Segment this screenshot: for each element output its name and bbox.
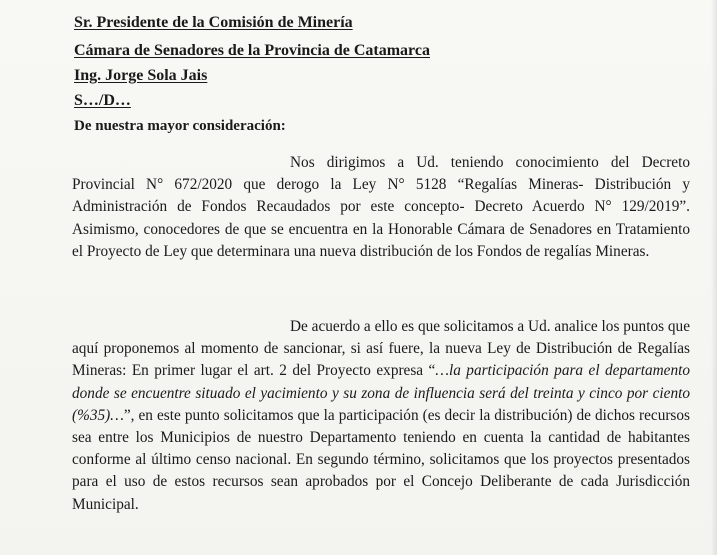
paragraph-1-text: Nos dirigimos a Ud. teniendo conocimiento del Decreto Provincial N° 672/2020 que derogo la Ley N° 5128 “Regalías Mineras- Distribución y Administración de Fondos Recaudados por este concepto- Decreto Acuerdo N° 129/2019”. Asimismo, conocedores de que se encuentra en la Honorable Cámara de Senadores en Tratamiento el Proyecto de Ley que determinara una nueva distribución de los Fondos de regalías Mineras. <box>72 154 690 260</box>
recipient-institution: Cámara de Senadores de la Provincia de Catamarca <box>74 42 430 59</box>
paragraph-2-text: De acuerdo a ello es que solicitamos a Ud. analice los puntos que aquí proponemos al momento de sancionar, si así fuere, la nueva Ley de Distribución de Regalías Mineras: En primer lugar el art. 2 del Proyecto expresa “ <box>72 318 690 380</box>
recipient-closing: S…/D… <box>74 92 131 109</box>
paragraph-1 <box>72 152 690 263</box>
recipient-name: Ing. Jorge Sola Jais <box>74 67 208 84</box>
salutation: De nuestra mayor consideración: <box>74 118 286 134</box>
paragraph-2-continuation: ”, en este punto solicitamos que la participación (es decir la distribución) de dichos recursos sea entre los Municipios de nuestro Departamento teniendo en cuenta la cantidad de habitantes conforme al último censo nacional. En segundo término, solicitamos que los proyectos presentados para el uso de estos recursos sean aprobados por el Concejo Deliberante de cada Jurisdicción Municipal. <box>72 406 690 513</box>
law-article-quote: …la participación para el departamento donde se encuentre situado el yacimiento y su zona de influencia será del treinta y cinco por ciento (%35)… <box>72 362 690 424</box>
recipient-title: Sr. Presidente de la Comisión de Minería <box>74 14 353 31</box>
paragraph-2 <box>72 316 690 516</box>
page-edge-shadow <box>711 0 717 555</box>
